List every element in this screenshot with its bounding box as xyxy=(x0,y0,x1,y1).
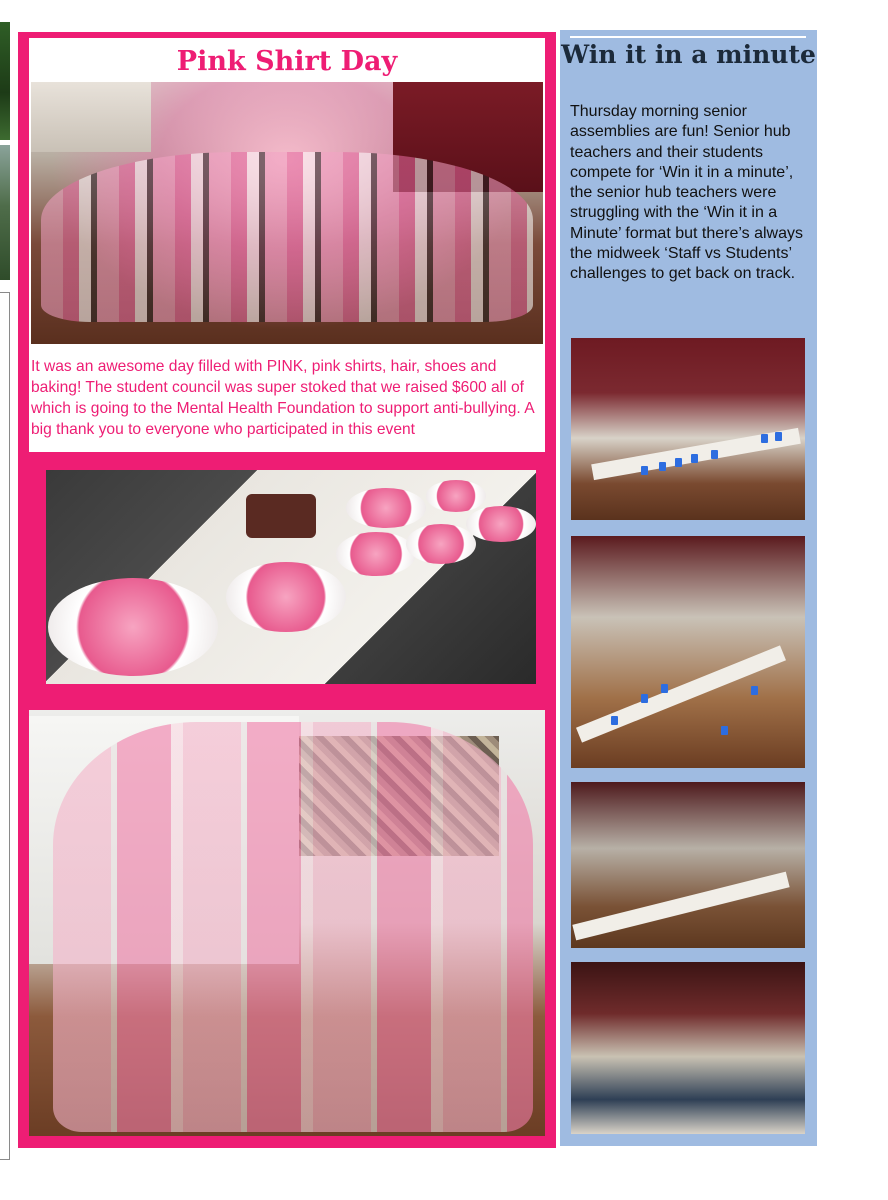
long-table-photo xyxy=(571,782,805,948)
teachers-playing-photo xyxy=(571,962,805,1134)
students-on-stage-photo xyxy=(29,710,545,1136)
win-it-in-a-minute-body: Thursday morning senior assemblies are fun! Senior hub teachers and their students compete for ‘Win it in a minute’, the senior hub teachers were struggling with the ‘Win it in a Minute’ format but there’s always the midweek ‘Staff vs Students’ challenges to get back on track. xyxy=(570,103,803,283)
edge-page-frame xyxy=(0,292,10,1160)
pink-shirt-day-caption: It was an awesome day filled with PINK, pink shirts, hair, shoes and baking! The student council was super stoked that we raised $600 all of which is going to the Mental Health Foundation to support anti-bullying. A big thank you to everyone who participated in this event xyxy=(31,358,534,438)
edge-photo-fragment xyxy=(0,145,10,280)
win-it-in-a-minute-panel xyxy=(560,30,817,1146)
pink-shirt-day-header-box xyxy=(29,38,545,452)
win-it-in-a-minute-title: Win it in a minute xyxy=(561,40,816,69)
cup-stacking-photo xyxy=(571,338,805,520)
hall-competition-photo xyxy=(571,536,805,768)
title-rule xyxy=(570,36,806,38)
baking-table-photo xyxy=(46,470,536,684)
pink-shirt-day-title: Pink Shirt Day xyxy=(176,46,398,77)
edge-photo-fragment xyxy=(0,22,10,140)
group-photo xyxy=(31,82,543,344)
pink-shirt-day-panel xyxy=(18,32,556,1148)
